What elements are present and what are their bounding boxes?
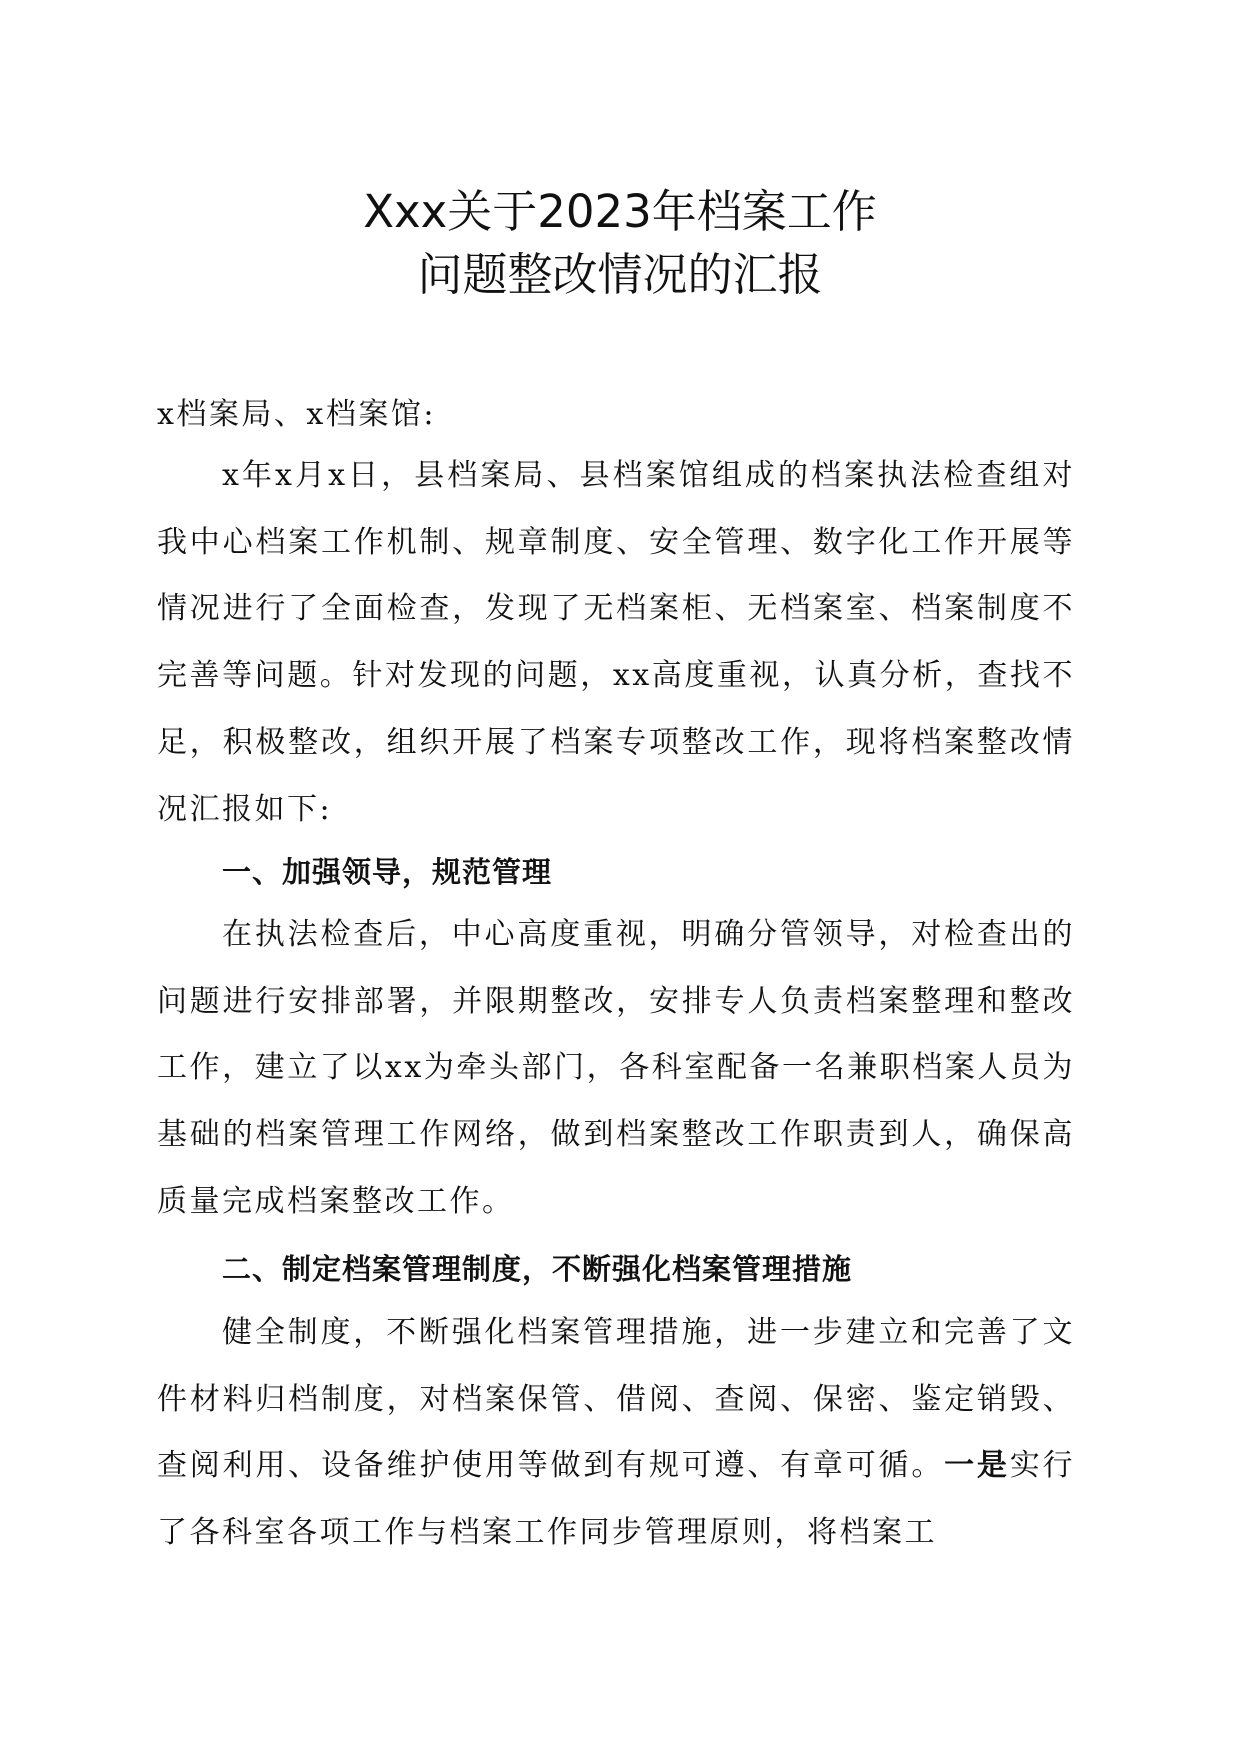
document-title-line-2: 问题整改情况的汇报 [417,248,823,301]
section-2-paragraph-continued: 实行了各科室各项工作与档案工作同步管理原则，将档案工 [157,1448,1076,1551]
section-2-paragraph-text: 健全制度，不断强化档案管理措施，进一步建立和完善了文件材料归档制度，对档案保管、借阅、查阅、保密、鉴定销毁、查阅利用、设备维护使用等做到有规可遵、有章可循。 [157,1315,1075,1484]
section-1-paragraph: 在执法检查后，中心高度重视，明确分管领导，对检查出的问题进行安排部署，并限期整改，安排专人负责档案整理和整改工作，建立了以xx为牵头部门，各科室配备一名兼职档案人员为基础的档案管理工作网络，做到档案整改工作职责到人，确保高质量完成档案整改工作。 [157,917,1075,1219]
document-title-line-1: Xxx关于2023年档案工作 [363,185,877,238]
salutation: x档案局、x档案馆: [157,397,436,432]
section-heading-1: 一、加强领导，规范管理 [222,855,553,889]
intro-paragraph: x年x月x日，县档案局、县档案馆组成的档案执法检查组对我中心档案工作机制、规章制度、安全管理、数字化工作开展等情况进行了全面检查，发现了无档案柜、无档案室、档案制度不完善等问题。针对发现的问题，xx高度重视，认真分析，查找不足，积极整改，组织开展了档案专项整改工作，现将档案整改情况汇报如下: [157,458,1075,827]
section-2-paragraph [157,1300,1075,1567]
section-heading-2: 二、制定档案管理制度，不断强化档案管理措施 [222,1252,853,1286]
section-2-emphasis: 一是 [944,1448,1010,1484]
